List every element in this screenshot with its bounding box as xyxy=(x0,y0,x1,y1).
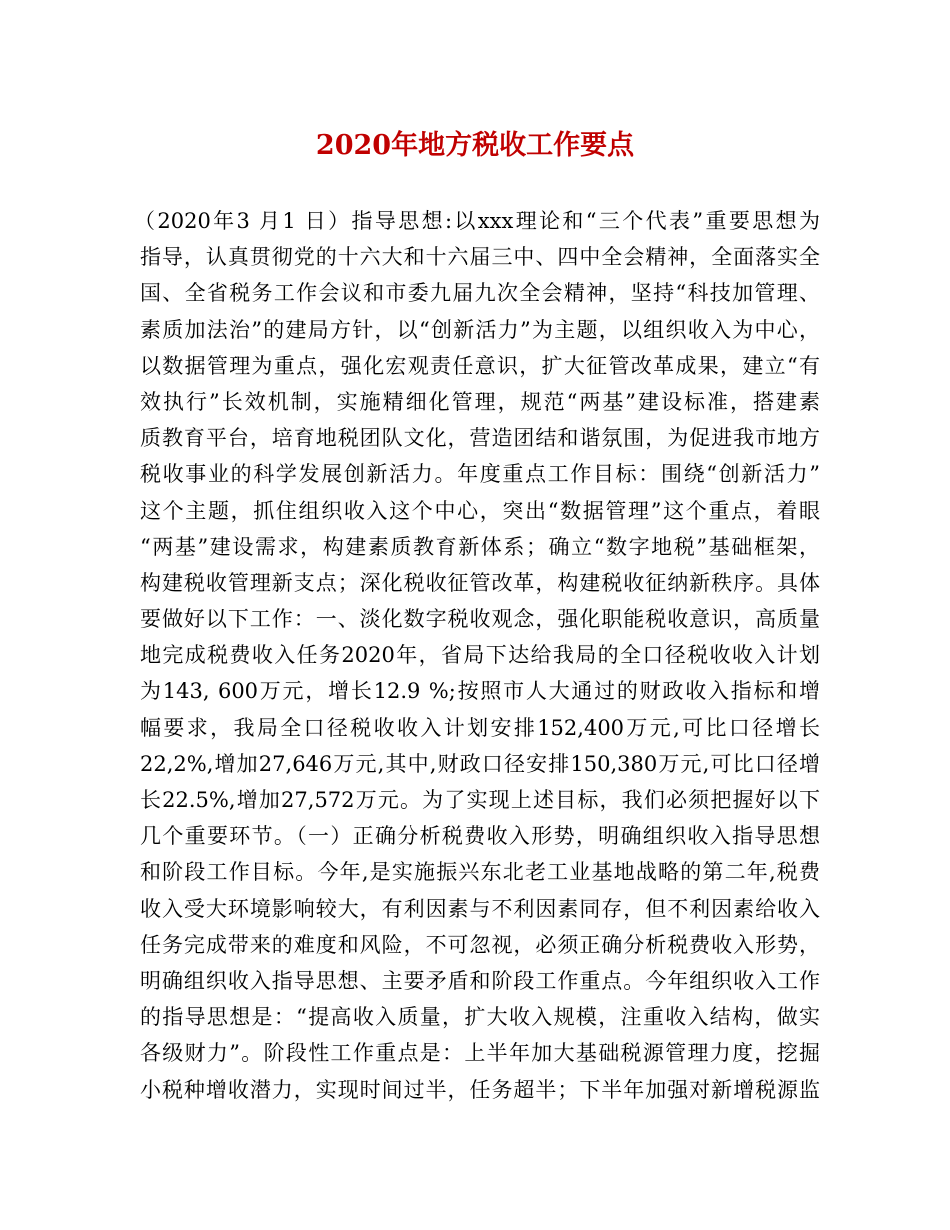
text-line: 要做好以下工作：一、淡化数字税收观念，强化职能税收意识，高质量 xyxy=(140,607,820,632)
document-body xyxy=(134,203,820,1108)
text-line: 质教育平台，培育地税团队文化，营造团结和谐氛围，为促进我市地方 xyxy=(140,426,820,451)
text-line: 收入受大环境影响较大，有利因素与不利因素同存，但不利因素给收入 xyxy=(140,896,820,921)
text-line: 任务完成带来的难度和风险，不可忽视，必须正确分析税费收入形势， xyxy=(140,932,820,957)
text-line: 国、全省税务工作会议和市委九届九次全会精神，坚持“科技加管理、 xyxy=(140,281,820,306)
text-line: 地完成税费收入任务2020年，省局下达给我局的全口径税收收入计划 xyxy=(140,643,820,668)
text-line: 效执行”长效机制，实施精细化管理，规范“两基”建设标准，搭建素 xyxy=(140,389,820,414)
text-line: 素质加法治”的建局方针，以“创新活力”为主题，以组织收入为中心， xyxy=(140,317,820,342)
text-line: 的指导思想是：“提高收入质量，扩大收入规模，注重收入结构，做实 xyxy=(140,1005,820,1030)
text-line: 构建税收管理新支点；深化税收征管改革，构建税收征纳新秩序。具体 xyxy=(140,570,820,595)
text-line: （2020年3 月1 日）指导思想:以xxx理论和“三个代表”重要思想为 xyxy=(134,209,820,233)
text-line: 指导，认真贯彻党的十六大和十六届三中、四中全会精神，全面落实全 xyxy=(140,245,820,270)
text-line: 几个重要环节。（一）正确分析税费收入形势，明确组织收入指导思想 xyxy=(140,824,820,849)
document-title: 2020年地方税收工作要点 xyxy=(315,130,635,161)
text-line: 长22.5%,增加27,572万元。为了实现上述目标，我们必须把握好以下 xyxy=(140,788,820,812)
text-line: 幅要求，我局全口径税收收入计划安排152,400万元,可比口径增长 xyxy=(140,715,820,740)
text-line: 税收事业的科学发展创新活力。年度重点工作目标：围绕“创新活力” xyxy=(140,462,820,487)
text-line: 为143, 600万元，增长12.9 %;按照市人大通过的财政收入指标和增 xyxy=(140,679,820,704)
text-line: 22,2%,增加27,646万元,其中,财政口径安排150,380万元,可比口径增 xyxy=(140,751,820,776)
text-line: “两基”建设需求，构建素质教育新体系；确立“数字地税”基础框架， xyxy=(140,534,820,559)
text-line: 各级财力”。阶段性工作重点是：上半年加大基础税源管理力度，挖掘 xyxy=(140,1041,820,1066)
text-line: 这个主题，抓住组织收入这个中心，突出“数据管理”这个重点，着眼 xyxy=(140,498,820,523)
text-line: 和阶段工作目标。今年,是实施振兴东北老工业基地战略的第二年,税费 xyxy=(140,860,820,885)
text-line: 明确组织收入指导思想、主要矛盾和阶段工作重点。今年组织收入工作 xyxy=(140,968,820,993)
text-line: 以数据管理为重点，强化宏观责任意识，扩大征管改革成果，建立“有 xyxy=(140,353,820,378)
text-line: 小税种增收潜力，实现时间过半，任务超半；下半年加强对新增税源监 xyxy=(140,1077,820,1102)
